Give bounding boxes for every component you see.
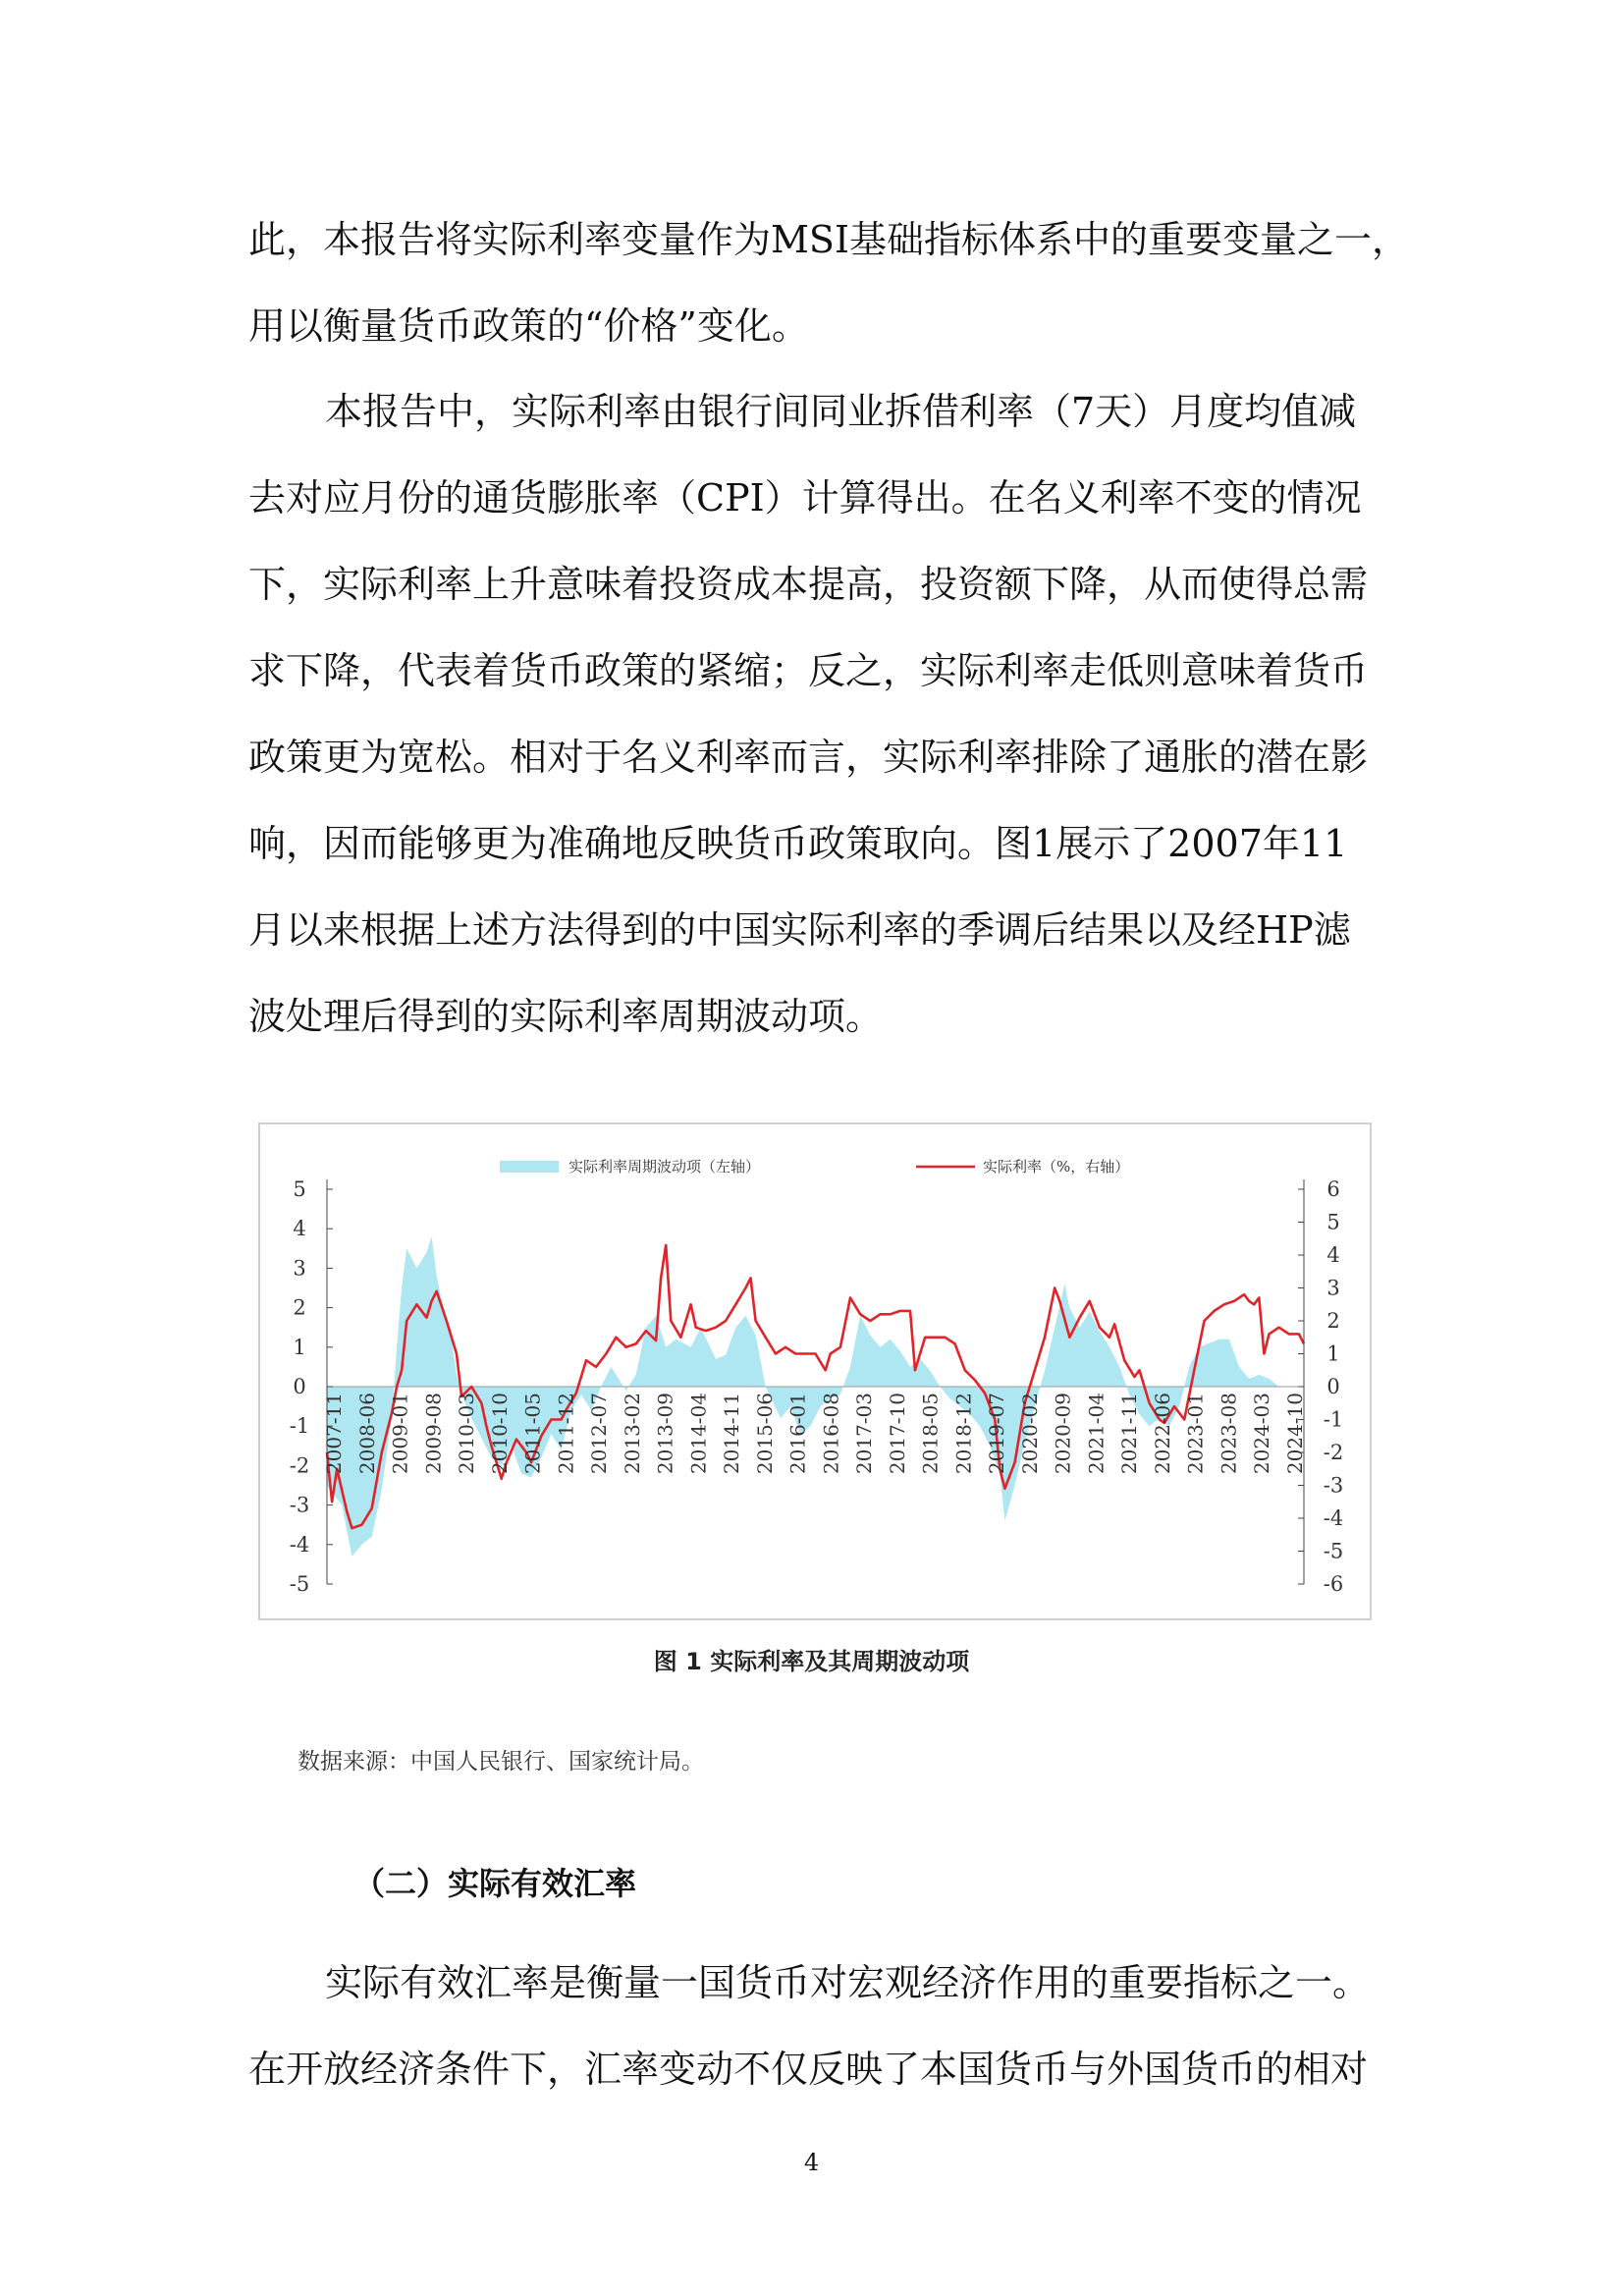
left-axis-tick-label: -2 (289, 1453, 310, 1478)
cyan-area-swatch-icon (500, 1161, 559, 1173)
paragraph-1-line: 用以衡量货币政策的“价格”变化。 (248, 304, 809, 348)
right-axis-tick-label: 0 (1326, 1375, 1340, 1398)
x-axis-tick-label: 2024-10 (1283, 1393, 1307, 1475)
chart-canvas (260, 1124, 1370, 1618)
section-heading: （二）实际有效汇率 (353, 1865, 637, 1902)
x-axis-tick-label: 2019-07 (985, 1393, 1009, 1475)
paragraph-2-line: 本报告中，实际利率由银行间同业拆借利率（7天）月度均值减 (325, 390, 1357, 433)
x-axis-tick-label: 2013-09 (653, 1393, 677, 1475)
right-axis-tick-label: 5 (1326, 1210, 1340, 1234)
x-axis-tick-label: 2015-06 (752, 1393, 777, 1475)
x-axis-tick-label: 2014-11 (720, 1393, 744, 1475)
right-axis-tick-label: -1 (1323, 1407, 1344, 1432)
paragraph-1-line: 此，本报告将实际利率变量作为MSI基础指标体系中的重要变量之一， (248, 218, 1409, 261)
left-axis-tick-label: -4 (289, 1532, 310, 1557)
x-axis-tick-label: 2013-02 (620, 1393, 644, 1475)
x-axis-tick-label: 2018-12 (951, 1393, 976, 1475)
right-axis-tick-label: 6 (1326, 1177, 1340, 1201)
x-axis-tick-label: 2012-07 (587, 1393, 612, 1475)
x-axis-tick-label: 2022-06 (1151, 1393, 1174, 1475)
left-axis-tick-label: 4 (293, 1217, 306, 1241)
legend-label-cycle: 实际利率周期波动项（左轴） (568, 1158, 761, 1175)
x-axis-tick-label: 2016-01 (785, 1393, 810, 1475)
paragraph-1 (248, 196, 1409, 369)
x-axis-tick-label: 2009-08 (421, 1393, 446, 1475)
x-axis-tick-label: 2010-10 (487, 1393, 512, 1475)
right-axis-tick-label: -5 (1323, 1539, 1344, 1563)
right-axis-tick-label: 2 (1326, 1309, 1340, 1333)
paragraph-2-line: 月以来根据上述方法得到的中国实际利率的季调后结果以及经HP滤 (248, 908, 1351, 952)
right-axis-tick-label: 3 (1326, 1276, 1340, 1300)
right-axis-tick-label: 4 (1326, 1243, 1340, 1267)
figure-1-chart (258, 1122, 1372, 1620)
right-axis-tick-label: -6 (1323, 1572, 1344, 1596)
x-axis-tick-label: 2017-03 (852, 1393, 877, 1475)
x-axis-tick-label: 2009-01 (388, 1393, 412, 1475)
paragraph-2 (248, 368, 1392, 1060)
left-axis-tick-label: 0 (293, 1375, 306, 1398)
paragraph-3-line: 在开放经济条件下，汇率变动不仅反映了本国货币与外国货币的相对 (248, 2048, 1369, 2091)
left-axis-tick-label: -3 (289, 1493, 310, 1517)
right-axis-tick-label: -4 (1323, 1506, 1344, 1530)
x-axis-tick-label: 2020-02 (1017, 1393, 1042, 1475)
paragraph-2-line: 政策更为宽松。相对于名义利率而言，实际利率排除了通胀的潜在影 (248, 736, 1369, 779)
figure-caption: 图 1 实际利率及其周期波动项 (653, 1648, 970, 1675)
paragraph-2-line: 响，因而能够更为准确地反映货币政策取向。图1展示了2007年11 (248, 822, 1348, 865)
paragraph-2-line: 求下降，代表着货币政策的紧缩；反之，实际利率走低则意味着货币 (248, 649, 1369, 692)
x-axis-tick-label: 2014-04 (686, 1393, 711, 1475)
paragraph-2-line: 去对应月份的通货膨胀率（CPI）计算得出。在名义利率不变的情况 (248, 476, 1362, 519)
x-axis-tick-label: 2021-11 (1117, 1393, 1142, 1475)
paragraph-3-line: 实际有效汇率是衡量一国货币对宏观经济作用的重要指标之一。 (325, 1961, 1371, 2004)
x-axis-tick-label: 2020-09 (1051, 1393, 1075, 1475)
x-axis-tick-label: 2021-04 (1084, 1393, 1109, 1475)
source-note: 数据来源：中国人民银行、国家统计局。 (298, 1749, 704, 1775)
x-axis-tick-label: 2016-08 (819, 1393, 843, 1475)
right-axis-tick-label: 1 (1326, 1341, 1340, 1366)
left-axis-tick-label: 2 (293, 1295, 306, 1320)
paragraph-2-line: 波处理后得到的实际利率周期波动项。 (248, 995, 884, 1038)
paragraph-2-line: 下，实际利率上升意味着投资成本提高，投资额下降，从而使得总需 (248, 563, 1369, 606)
left-axis-tick-label: 5 (293, 1177, 306, 1201)
left-axis-tick-label: 1 (293, 1335, 306, 1359)
legend-label-rate: 实际利率（%，右轴） (983, 1158, 1130, 1175)
left-axis-tick-label: -5 (289, 1572, 310, 1596)
x-axis-tick-label: 2023-01 (1183, 1393, 1208, 1475)
page-number: 4 (803, 2149, 820, 2176)
x-axis-tick-label: 2010-03 (455, 1393, 478, 1475)
x-axis-tick-label: 2007-11 (322, 1393, 346, 1475)
right-axis-tick-label: -2 (1323, 1441, 1344, 1464)
x-axis-tick-label: 2017-10 (885, 1393, 909, 1475)
x-axis-tick-label: 2011-12 (554, 1393, 578, 1475)
left-axis-tick-label: -1 (289, 1414, 310, 1439)
left-axis-tick-label: 3 (293, 1256, 306, 1281)
x-axis-tick-label: 2008-06 (354, 1393, 379, 1475)
paragraph-3 (248, 1940, 1392, 2112)
x-axis-tick-label: 2011-05 (520, 1393, 545, 1475)
right-axis-tick-label: -3 (1323, 1473, 1344, 1498)
x-axis-tick-label: 2023-08 (1217, 1393, 1241, 1475)
x-axis-tick-label: 2018-05 (918, 1393, 943, 1475)
x-axis-tick-label: 2024-03 (1250, 1393, 1274, 1475)
